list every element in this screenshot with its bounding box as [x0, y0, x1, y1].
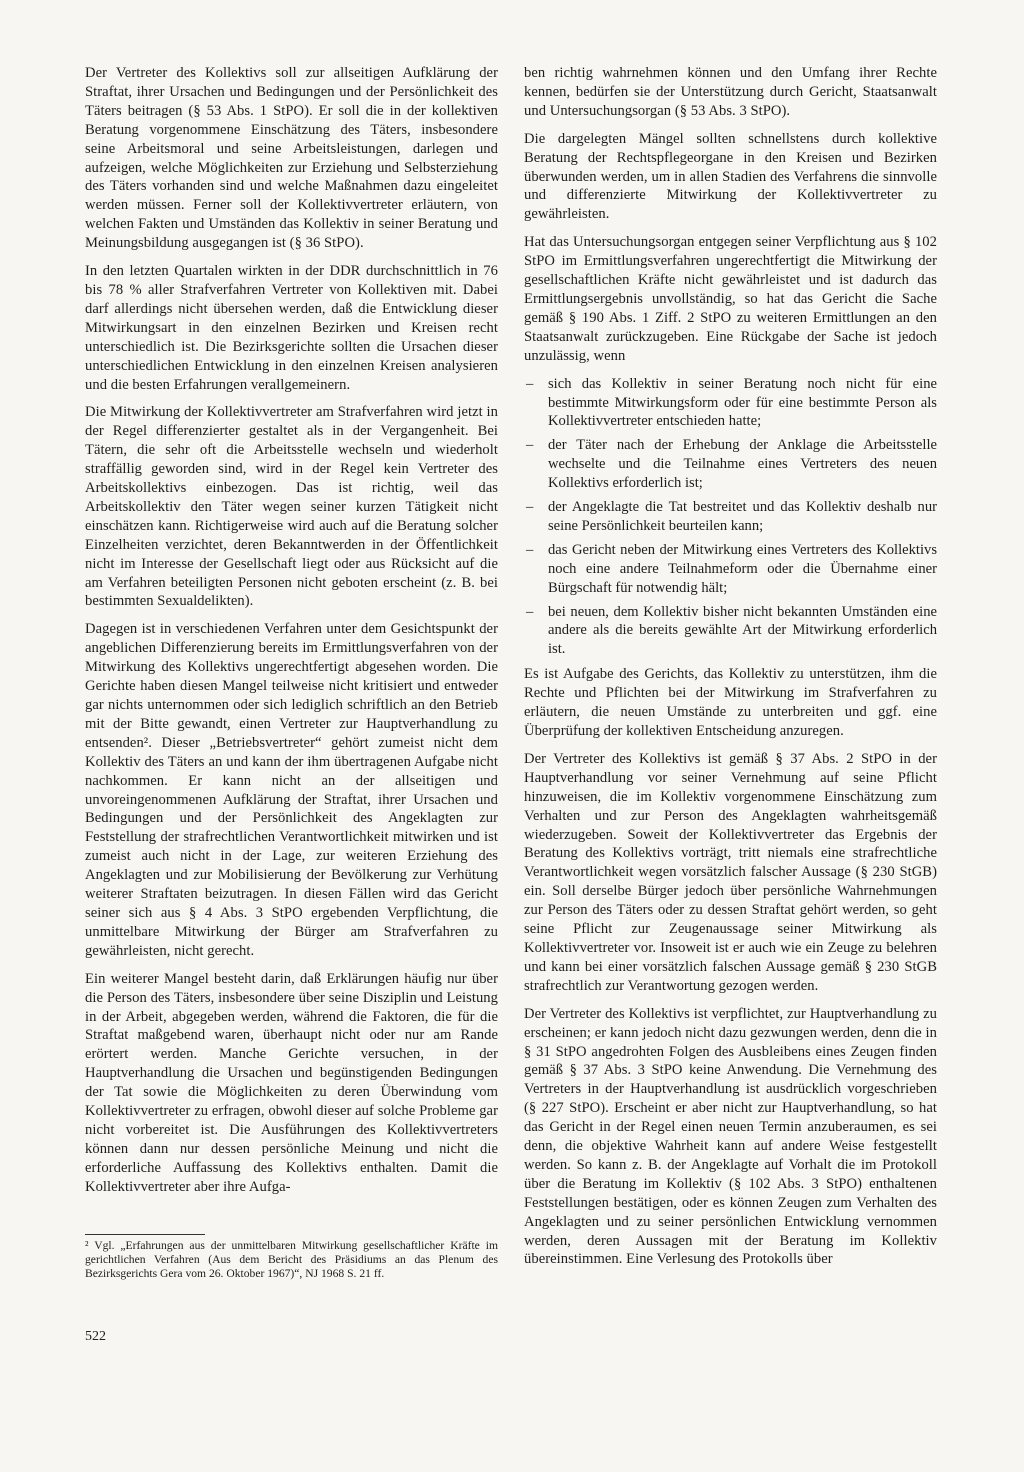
exception-list	[524, 375, 937, 660]
paragraph: Die dargelegten Mängel sollten schnellstens durch kollektive Beratung der Rechtspflegeorgane in den Kreisen und Bezirken überwunden werden, um in allen Stadien des Verfahrens die sinnvolle und differenzierte Mitwirkung der Kollektivvertreter zu gewährleisten.	[524, 130, 937, 223]
paragraph: ben richtig wahrnehmen können und den Umfang ihrer Rechte kennen, bedürfen sie der Unterstützung durch Gericht, Staatsanwalt und Untersuchungsorgan (§ 53 Abs. 3 StPO).	[524, 65, 937, 119]
dash-bullet: –	[526, 541, 534, 558]
paragraph: Der Vertreter des Kollektivs ist gemäß § 37 Abs. 2 StPO in der Hauptverhandlung vor seiner Vernehmung auf seine Pflicht hinzuweisen, die im Kollektiv vorgenommene Einschätzung zum Verhalten und zur Person des Angeklagten wahrheitsgemäß wiederzugeben. Soweit der Kollektivvertreter das Ergebnis der Beratung des Kollektivs vorträgt, tritt niemals eine strafrechtliche Verantwortlichkeit wegen vorsätzlich falscher Aussage (§ 230 StGB) ein. Soll derselbe Bürger jedoch über persönliche Wahrnehmungen zur Person des Täters oder zu dessen Straftat gehört werden, so geht seine Pflicht zur Zeugenaussage seiner Mitwirkung als Kollektivvertreter vor. Insoweit ist er auch wie ein Zeuge zu belehren und kann bei einer vorsätzlich falschen Aussage gemäß § 230 StGB strafrechtlich zur Verantwortung gezogen werden.	[524, 750, 937, 994]
dash-bullet: –	[526, 375, 534, 392]
dash-bullet: –	[526, 437, 534, 454]
list-item	[524, 375, 937, 432]
list-item-text: sich das Kollektiv in seiner Beratung noch nicht für eine bestimmte Mitwirkungsform oder für eine bestimmte Person als Kollektivvertreter entschieden hatte;	[548, 375, 937, 430]
paragraph: Ein weiterer Mangel besteht darin, daß Erklärungen häufig nur über die Person des Täters, insbesondere über seine Disziplin und Leistung in der Arbeit, abgegeben werden, während die Faktoren, die für die Straftat maßgebend waren, überhaupt nicht oder nur am Rande erörtert werden. Manche Gerichte versuchen, in der Hauptverhandlung die Ursachen und begünstigenden Bedingungen der Tat sowie die Möglichkeiten zu deren Überwindung vom Kollektivvertreter zu erfragen, obwohl dieser auf solche Probleme gar nicht vorbereitet ist. Die Ausführungen des Kollektivvertreters können dann nur dessen persönliche Meinung und nicht die erforderliche Auffassung des Kollektivs enthalten. Damit die Kollektivvertreter aber ihre Aufga-	[85, 970, 498, 1195]
list-item-text: der Täter nach der Erhebung der Anklage die Arbeitsstelle wechselte und die Teilnahme eines Vertreters des neuen Kollektivs erforderlich ist;	[548, 437, 937, 492]
paragraph: Der Vertreter des Kollektivs ist verpflichtet, zur Hauptverhandlung zu erscheinen; er kann jedoch nicht dazu gezwungen werden, denn die in § 31 StPO angedrohten Folgen des Ausbleibens eines Zeugen finden gemäß § 37 Abs. 3 StPO keine Anwendung. Die Vernehmung des Vertreters in der Hauptverhandlung ist ausdrücklich vorgeschrieben (§ 227 StPO). Erscheint er aber nicht zur Hauptverhandlung, so hat das Gericht in der Regel einen neuen Termin anzuberaumen, es sei denn, die objektive Wahrheit kann auf andere Weise festgestellt werden. So kann z. B. der Angeklagte auf Vorhalt die im Protokoll über die Beratung im Kollektiv (§ 102 Abs. 3 StPO) enthaltenen Feststellungen bestätigen, oder es können Zeugen zum Verhalten des Angeklagten und zu seiner persönlichen Entwicklung vernommen werden, deren Aussagen mit der Beratung im Kollektiv übereinstimmen. Eine Verlesung des Protokolls über	[524, 1005, 937, 1268]
left-column-text	[85, 64, 498, 1206]
paragraph: Der Vertreter des Kollektivs soll zur allseitigen Aufklärung der Straftat, ihrer Ursachen und Bedingungen und der Persönlichkeit des Täters beitragen (§ 53 Abs. 1 StPO). Er soll die in der kollektiven Beratung vorgenommene Einschätzung des Täters, insbesondere seine Arbeitsmoral und seine Arbeitsleistungen, darlegen und aufzeigen, welche Möglichkeiten zur Erziehung und Selbsterziehung des Täters vorhanden sind und welche Maßnahmen dazu eingeleitet werden müssen. Ferner soll der Kollektivvertreter erläutern, von welchen Fakten und Umständen das Kollektiv in seiner Beratung und Meinungsbildung ausgegangen ist (§ 36 StPO).	[85, 65, 498, 252]
list-item-text: der Angeklagte die Tat bestreitet und das Kollektiv deshalb nur seine Persönlichkeit beurteilen kann;	[548, 499, 937, 534]
list-item	[524, 603, 937, 660]
paragraph: In den letzten Quartalen wirkten in der DDR durchschnittlich in 76 bis 78 % aller Strafverfahren Vertreter von Kollektiven mit. Dabei darf allerdings nicht übersehen werden, daß die Entwicklung dieser Mitwirkungsart in den einzelnen Bezirken und Kreisen recht unterschiedlich ist. Die Bezirksgerichte sollten die Ursachen dieser unterschiedlichen Entwicklung in den einzelnen Kreisen analysieren und die besten Erfahrungen verallgemeinern.	[85, 263, 498, 393]
paragraph: Dagegen ist in verschiedenen Verfahren unter dem Gesichtspunkt der angeblichen Differenzierung bereits im Ermittlungsverfahren von der Mitwirkung des Kollektivs ungerechtfertigt abgesehen worden. Die Gerichte haben diesen Mangel teilweise nicht kritisiert und entweder gar nichts unternommen oder sich lediglich schriftlich an den Betrieb mit der Bitte gewandt, einen Vertreter zur Hauptverhandlung zu entsenden². Dieser „Betriebsvertreter“ gehört zumeist nicht dem Kollektiv des Täters an und kann der ihm übertragenen Aufgabe nicht nachkommen. Er kann nicht an der allseitigen und unvoreingenommenen Aufklärung der Straftat, ihrer Ursachen und Bedingungen und der Persönlichkeit des Angeklagten zur Feststellung der strafrechtlichen Verantwortlichkeit mitwirken und ist zumeist auch nicht in der Lage, zur weiteren Erziehung des Angeklagten und zur Mobilisierung der Bevölkerung zur Verhütung weiterer Straftaten beizutragen. In diesen Fällen wird das Gericht seiner sich aus § 4 Abs. 3 StPO ergebenden Verpflichtung, die unmittelbare Mitwirkung der Bürger am Strafverfahren zu gewährleisten, nicht gerecht.	[85, 621, 498, 959]
paragraph: Die Mitwirkung der Kollektivvertreter am Strafverfahren wird jetzt in der Regel differenzierter gestaltet als in der Vergangenheit. Bei Tätern, die sehr oft die Arbeitsstelle wechseln und wiederholt straffällig geworden sind, wird in der Regel kein Vertreter des Arbeitskollektivs einbezogen. Das ist richtig, weil das Arbeitskollektiv den Täter wegen seiner kurzen Tätigkeit nicht einschätzen kann. Richtigerweise wird auch auf die Beratung solcher Einzelheiten verzichtet, deren Bekanntwerden in der Öffentlichkeit nicht im Interesse der Gesellschaft liegt oder aus Rücksicht auf die am Verfahren beteiligten Personen nicht geboten erscheint (z. B. bei bestimmten Sexualdelikten).	[85, 404, 498, 610]
footnote-block	[85, 1230, 498, 1280]
list-item-text: das Gericht neben der Mitwirkung eines Vertreters des Kollektivs noch eine andere Teilnahmeform oder die Übernahme einer Bürgschaft für notwendig hält;	[548, 541, 937, 596]
list-item	[524, 436, 937, 493]
left-column	[85, 64, 498, 1444]
dash-bullet: –	[526, 499, 534, 516]
footnote: ² Vgl. „Erfahrungen aus der unmittelbaren Mitwirkung gesellschaftlicher Kräfte im gerichtlichen Verfahren (Aus dem Bericht des Präsidiums an das Plenum des Bezirksgerichts Gera vom 26. Oktober 1967)“, NJ 1968 S. 21 ff.	[85, 1239, 498, 1280]
right-column	[524, 64, 937, 1278]
paragraph: Hat das Untersuchungsorgan entgegen seiner Verpflichtung aus § 102 StPO im Ermittlungsverfahren ungerechtfertigt die Mitwirkung der gesellschaftlichen Kräfte nicht gewährleistet und ist dadurch das Ermittlungsergebnis unvollständig, so hat das Gericht die Sache gemäß § 190 Abs. 1 Ziff. 2 StPO zu weiteren Ermittlungen an den Staatsanwalt zurückzugeben. Eine Rückgabe der Sache ist jedoch unzulässig, wenn	[524, 234, 937, 364]
paragraph: Es ist Aufgabe des Gerichts, das Kollektiv zu unterstützen, ihm die Rechte und Pflichten bei der Mitwirkung im Strafverfahren zu erläutern, die neuen Umstände zu unterbreiten und ggf. eine Überprüfung der kollektiven Entscheidung anzuregen.	[524, 666, 937, 739]
dash-bullet: –	[526, 603, 534, 620]
list-item	[524, 498, 937, 536]
footnote-divider	[85, 1234, 205, 1235]
page-number: 522	[85, 1329, 106, 1344]
list-item-text: bei neuen, dem Kollektiv bisher nicht bekannten Umständen eine andere als die bereits gewählte Art der Mitwirkung erforderlich ist.	[548, 603, 937, 658]
list-item	[524, 541, 937, 598]
